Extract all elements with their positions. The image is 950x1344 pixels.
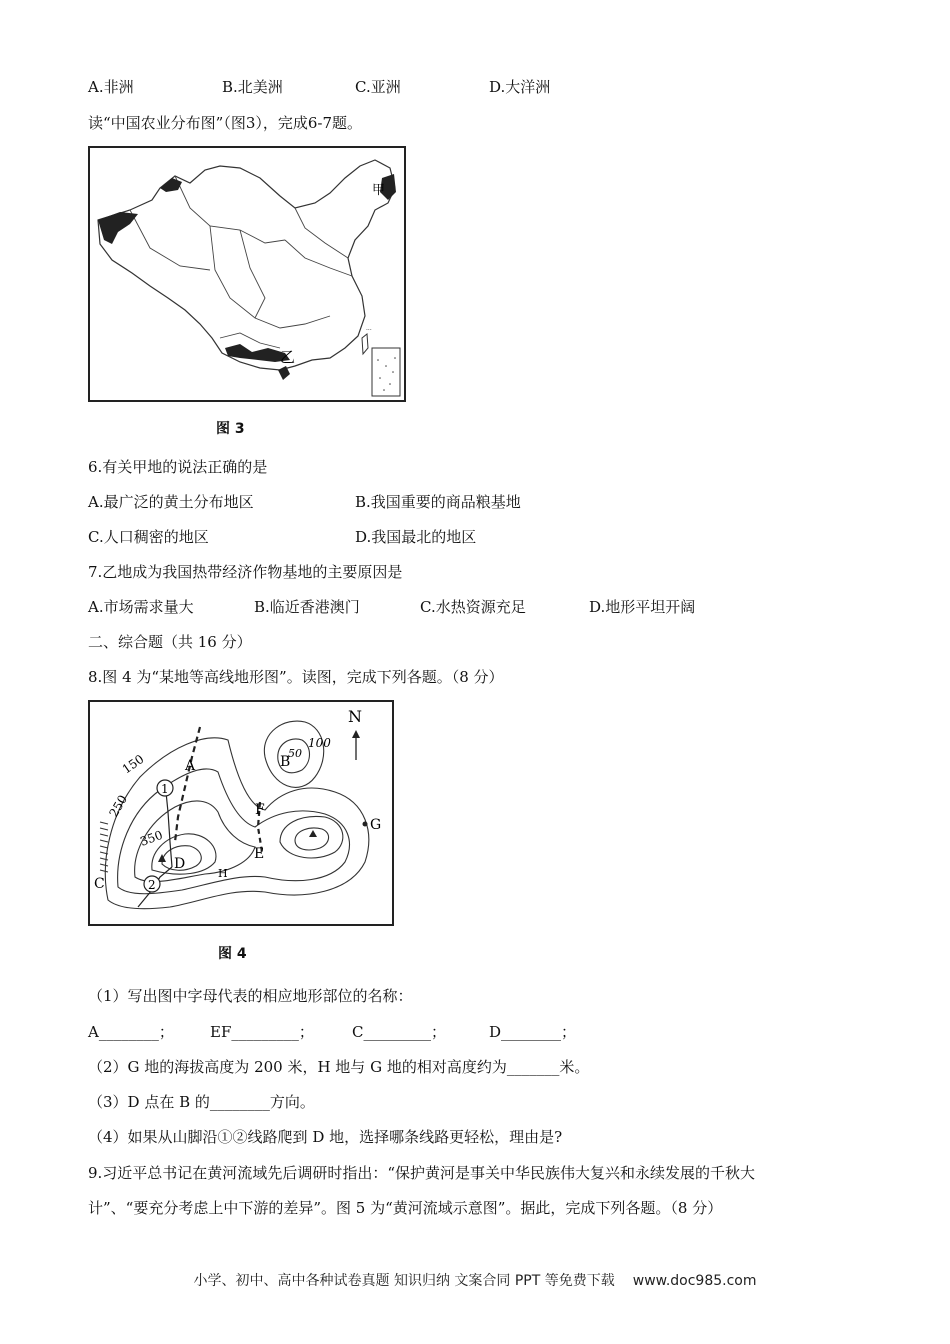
north-label: N [348, 707, 362, 726]
svg-text:···: ··· [366, 327, 372, 334]
figure-3-caption: 图 3 [216, 421, 245, 437]
contour-label-100: 100 [308, 736, 331, 750]
label-yi: 乙 [280, 348, 296, 366]
route-1-label: 1 [161, 782, 169, 796]
point-d: D [174, 856, 186, 872]
contour-label-350: 350 [138, 827, 165, 849]
point-h: H [218, 867, 228, 880]
q5-option-c: C.亚洲 [355, 78, 401, 96]
q6-option-a: A.最广泛的黄土分布地区 [88, 493, 254, 511]
q8-sub1: （1）写出图中字母代表的相应地形部位的名称： [88, 987, 413, 1005]
q8-blank-c: C_________； [352, 1023, 446, 1041]
route-2-label: 2 [148, 878, 156, 892]
contour-map [88, 700, 394, 926]
page-footer [0, 1270, 950, 1290]
q8-blank-a: A________； [88, 1023, 174, 1041]
footer-text: 小学、初中、高中各种试卷真题 知识归纳 文案合同 PPT 等免费下载 [193, 1273, 615, 1289]
point-a: A [185, 758, 196, 774]
q8-sub3: （3）D 点在 B 的________方向。 [88, 1093, 315, 1111]
q7-option-c: C.水热资源充足 [420, 598, 526, 616]
q6-option-b: B.我国重要的商品粮基地 [355, 493, 521, 511]
q8-blank-ef: EF_________； [210, 1023, 314, 1041]
q7-option-a: A.市场需求量大 [88, 598, 194, 616]
q5-option-d: D.大洋洲 [489, 78, 551, 96]
q7-option-b: B.临近香港澳门 [254, 598, 360, 616]
contour-label-250: 250 [106, 792, 131, 820]
label-jia: 甲 [372, 183, 386, 198]
q6-option-d: D.我国最北的地区 [355, 528, 477, 546]
contour-label-50: 50 [288, 747, 302, 760]
q8-sub4: （4）如果从山脚沿①②线路爬到 D 地，选择哪条线路更轻松，理由是? [88, 1128, 563, 1146]
point-b: B [280, 754, 291, 770]
china-agriculture-map [88, 146, 406, 402]
q7-option-d: D.地形平坦开阔 [589, 598, 696, 616]
q9-stem-line2: 计”、“要充分考虑上中下游的差异”。图 5 为“黄河流域示意图”。据此，完成下列各题。（8 分） [88, 1199, 723, 1217]
point-c: C [94, 876, 105, 892]
q8-stem: 8.图 4 为“某地等高线地形图”。读图，完成下列各题。（8 分） [88, 668, 504, 686]
point-f: F [255, 802, 265, 818]
q8-blank-d: D________； [489, 1023, 577, 1041]
point-e: E [254, 846, 265, 862]
contour-label-150: 150 [119, 751, 147, 777]
point-g: G [370, 817, 382, 833]
footer-site[interactable]: www.doc985.com [632, 1273, 757, 1289]
q6-stem: 6.有关甲地的说法正确的是 [88, 458, 268, 476]
q5-option-a: A.非洲 [88, 78, 134, 96]
q9-stem-line1: 9.习近平总书记在黄河流域先后调研时指出：“保护黄河是事关中华民族伟大复兴和永续发展的千秋大 [88, 1164, 755, 1182]
q8-sub2: （2）G 地的海拔高度为 200 米，H 地与 G 地的相对高度约为_______米。 [88, 1058, 590, 1076]
figure-4-caption: 图 4 [218, 946, 247, 962]
q67-intro: 读“中国农业分布图”（图3），完成6-7题。 [88, 114, 363, 132]
q5-option-b: B.北美洲 [222, 78, 283, 96]
q6-option-c: C.人口稠密的地区 [88, 528, 209, 546]
section-2-title: 二、综合题（共 16 分） [88, 633, 252, 651]
q7-stem: 7.乙地成为我国热带经济作物基地的主要原因是 [88, 563, 403, 581]
